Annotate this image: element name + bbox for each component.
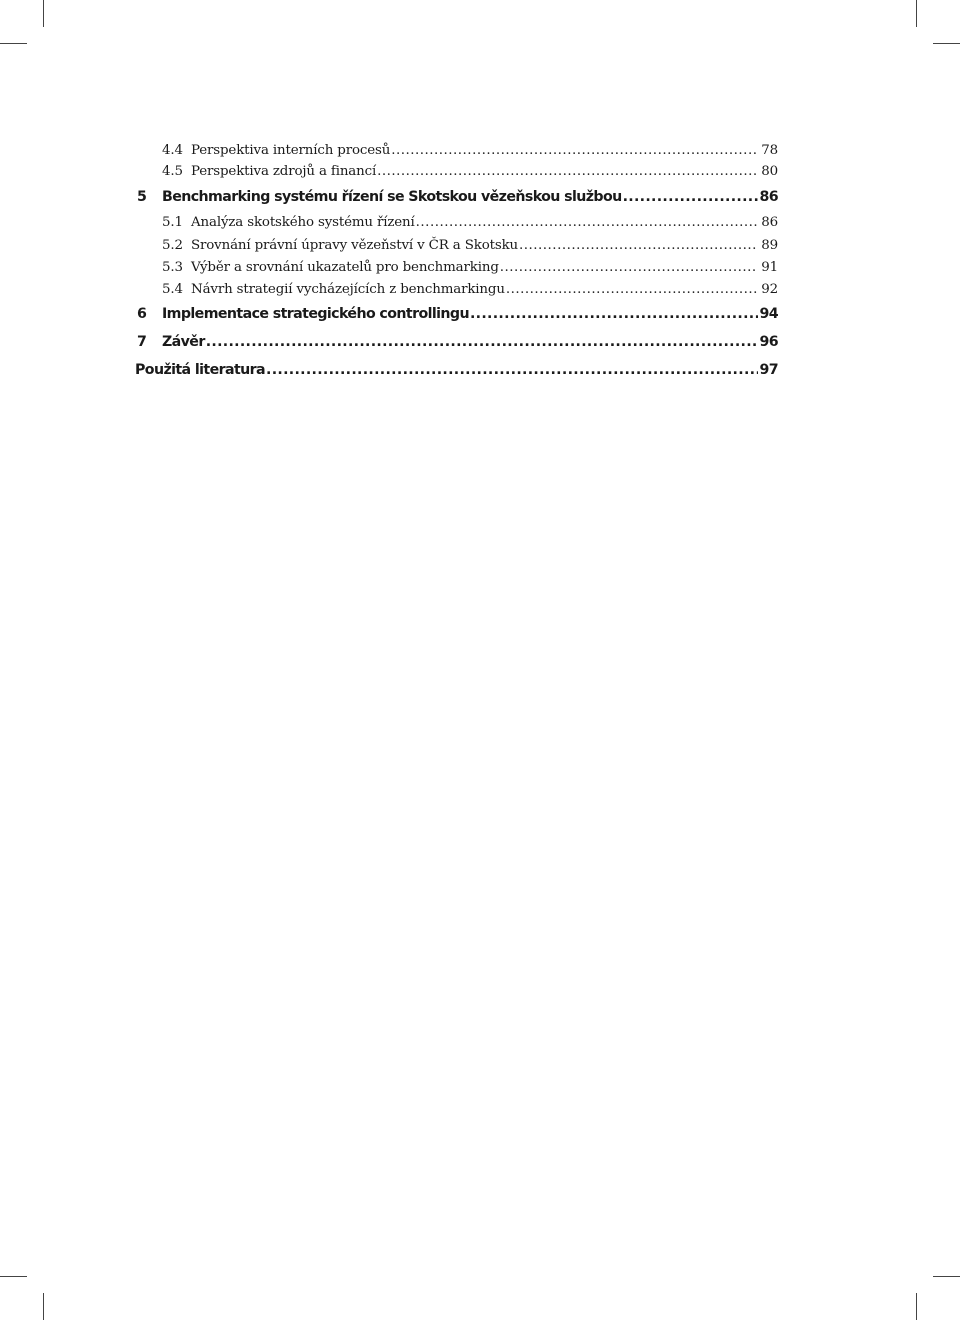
dot-leader: [391, 143, 757, 158]
toc-entry-4-4[interactable]: [162, 143, 778, 158]
toc-entry-number: 5.2: [162, 238, 183, 253]
toc-entry-5-1[interactable]: [162, 215, 778, 230]
crop-mark-bottom-left-horizontal: [0, 1276, 27, 1277]
toc-entry-title: Benchmarking systému řízení se Skotskou vězeňskou službou: [162, 189, 622, 205]
crop-mark-top-left-vertical: [43, 0, 44, 27]
crop-mark-bottom-left-vertical: [43, 1293, 44, 1320]
toc-entry-title: Srovnání právní úpravy vězeňství v ČR a Skotsku: [191, 238, 519, 253]
toc-entry-title: Návrh strategií vycházejících z benchmarkingu: [191, 282, 505, 297]
toc-entry-number: 5.3: [162, 260, 183, 275]
dot-leader: [206, 334, 759, 350]
toc-entry-number: 5.4: [162, 282, 183, 297]
toc-entry-title: Výběr a srovnání ukazatelů pro benchmarking: [191, 260, 499, 275]
toc-entry-number: 4.5: [162, 164, 183, 179]
toc-entry-5-3[interactable]: [162, 260, 778, 275]
toc-entry-bibliography[interactable]: [135, 362, 778, 378]
toc-entry-5-2[interactable]: [162, 238, 778, 253]
toc-entry-5[interactable]: [137, 189, 778, 205]
toc-entry-page: 92: [761, 282, 778, 297]
dot-leader: [470, 306, 758, 322]
toc-entry-title: Závěr: [162, 334, 205, 350]
toc-entry-page: 97: [759, 362, 778, 378]
toc-entry-page: 96: [759, 334, 778, 350]
toc-entry-5-4[interactable]: [162, 282, 778, 297]
toc-entry-number: 6: [137, 306, 147, 322]
dot-leader: [377, 164, 757, 179]
crop-mark-bottom-right-horizontal: [933, 1276, 960, 1277]
toc-entry-page: 89: [761, 238, 778, 253]
toc-entry-title: Implementace strategického controllingu: [162, 306, 469, 322]
dot-leader: [416, 215, 758, 230]
dot-leader: [519, 238, 757, 253]
toc-entry-number: 5.1: [162, 215, 183, 230]
crop-mark-top-right-vertical: [916, 0, 917, 27]
toc-entry-7[interactable]: [137, 334, 778, 350]
toc-entry-number: 4.4: [162, 143, 183, 158]
toc-entry-page: 80: [761, 164, 778, 179]
toc-entry-page: 78: [761, 143, 778, 158]
toc-entry-title: Analýza skotského systému řízení: [191, 215, 415, 230]
dot-leader: [506, 282, 757, 297]
dot-leader: [500, 260, 758, 275]
toc-entry-title: Perspektiva interních procesů: [191, 143, 391, 158]
toc-entry-title: Použitá literatura: [135, 362, 266, 378]
dot-leader: [623, 189, 759, 205]
crop-mark-top-left-horizontal: [0, 43, 27, 44]
toc-entry-page: 86: [761, 215, 778, 230]
toc-entry-6[interactable]: [137, 306, 778, 322]
toc-entry-page: 86: [759, 189, 778, 205]
toc-entry-page: 91: [761, 260, 778, 275]
toc-entry-4-5[interactable]: [162, 164, 778, 179]
crop-mark-top-right-horizontal: [933, 43, 960, 44]
crop-mark-bottom-right-vertical: [916, 1293, 917, 1320]
dot-leader: [266, 362, 758, 378]
toc-entry-title: Perspektiva zdrojů a financí: [191, 164, 377, 179]
toc-entry-number: 5: [137, 189, 147, 205]
toc-entry-number: 7: [137, 334, 147, 350]
toc-entry-page: 94: [759, 306, 778, 322]
